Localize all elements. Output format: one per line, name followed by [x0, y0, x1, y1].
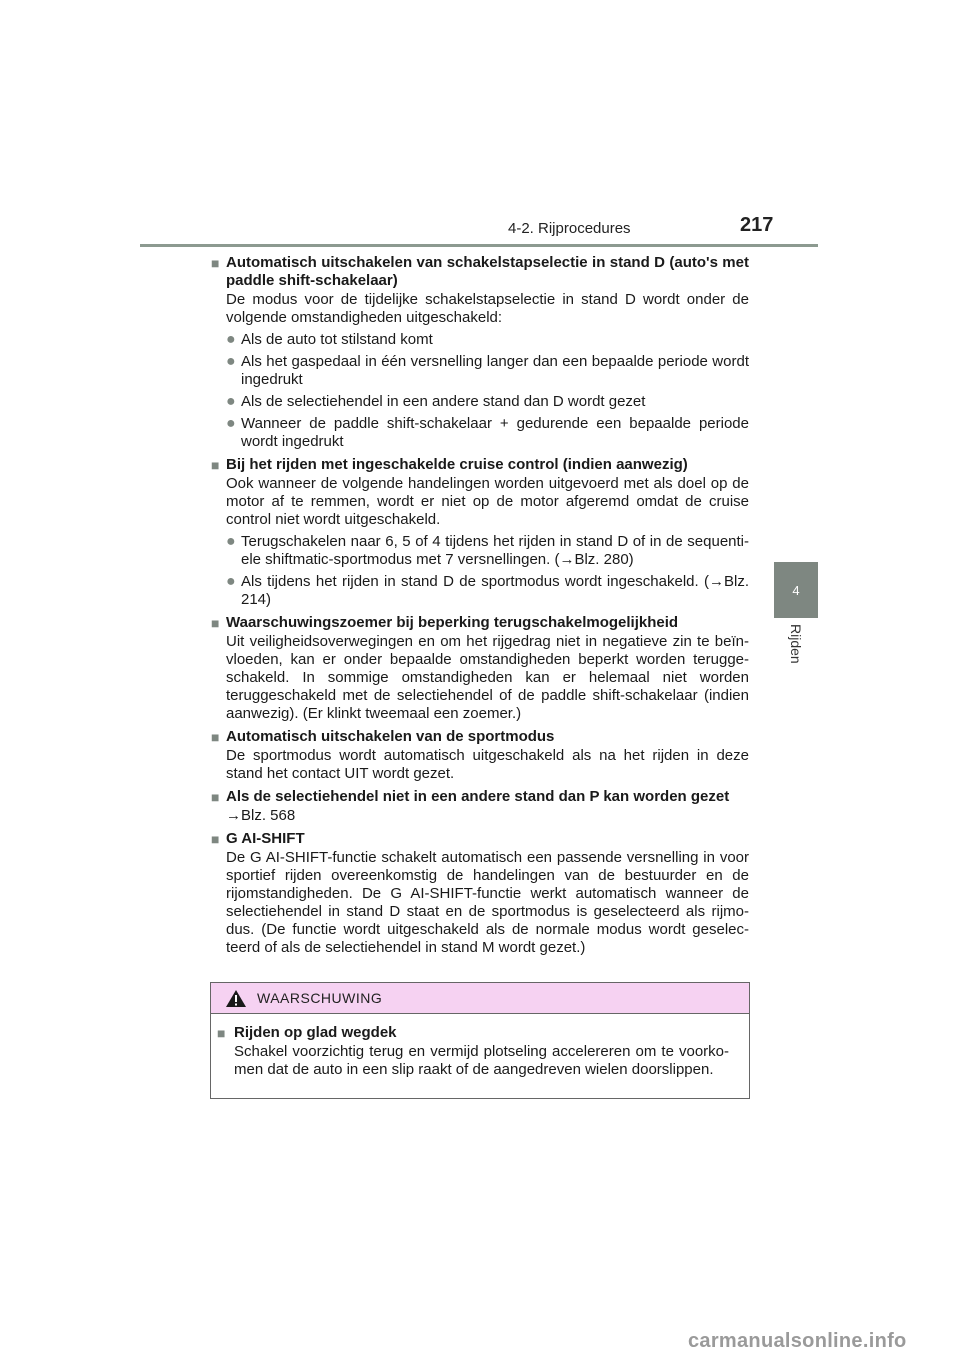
warning-header	[211, 983, 749, 1014]
section	[211, 456, 749, 609]
chapter-tab[interactable]: 4	[774, 562, 818, 618]
square-bullet-icon: ■	[211, 729, 220, 745]
section	[211, 728, 749, 783]
section-heading	[211, 830, 749, 848]
square-bullet-icon: ■	[217, 1025, 226, 1041]
square-bullet-icon: ■	[211, 615, 220, 631]
list-item	[226, 573, 749, 609]
square-bullet-icon: ■	[211, 789, 220, 805]
page-number: 217	[740, 214, 774, 236]
section-title: Automatisch uitschakelen van de sportmodus	[226, 728, 555, 745]
circle-bullet-icon: ●	[226, 393, 236, 410]
list-item	[226, 393, 749, 411]
list-item	[226, 331, 749, 349]
section-heading	[211, 788, 749, 806]
watermark: carmanualsonline.info	[688, 1330, 907, 1352]
section-text: De modus voor de tijdelijke schakelstapselectie in stand D wordt onder de volgende omstandigheden uitgeschakeld:	[226, 291, 749, 326]
list-item-text: Als het gaspedaal in één versnelling langer dan een bepaalde periode wordt ingedrukt	[241, 353, 749, 388]
section	[211, 830, 749, 957]
circle-bullet-icon: ●	[226, 415, 236, 432]
section-heading	[211, 254, 749, 290]
warning-triangle-icon	[225, 989, 247, 1008]
main-content	[211, 254, 749, 962]
square-bullet-icon: ■	[211, 831, 220, 847]
section-heading	[211, 456, 749, 474]
section-title: G AI-SHIFT	[226, 830, 305, 847]
warning-label: WAARSCHUWING	[257, 990, 383, 1006]
square-bullet-icon: ■	[211, 457, 220, 473]
warning-body	[211, 1014, 749, 1079]
warning-text: Schakel voorzichtig terug en vermijd plotseling accelereren om te voorko-men dat de auto in een slip raakt of de aangedreven wielen doorslippen.	[234, 1043, 729, 1078]
section-title: Bij het rijden met ingeschakelde cruise control (indien aanwezig)	[226, 456, 688, 473]
section-title: Waarschuwingszoemer bij beperking terugschakelmogelijkheid	[226, 614, 679, 631]
header-divider	[140, 244, 818, 247]
section-heading	[211, 728, 749, 746]
list-item	[226, 353, 749, 389]
header-section-title: 4-2. Rijprocedures	[508, 220, 631, 237]
list-item-text[interactable]: Terugschakelen naar 6, 5 of 4 tijdens het rijden in stand D of in de sequenti-ele shiftmatic-sportmodus met 7 versnellingen. (→Blz. 280)	[241, 533, 749, 568]
list-item-text: Als de auto tot stilstand komt	[241, 331, 433, 348]
section-title: Automatisch uitschakelen van schakelstapselectie in stand D (auto's met paddle shift-schakelaar)	[226, 254, 749, 289]
section-text: De sportmodus wordt automatisch uitgeschakeld als na het rijden in deze stand het contact UIT wordt gezet.	[226, 747, 749, 782]
circle-bullet-icon: ●	[226, 331, 236, 348]
list-item	[226, 533, 749, 569]
section-text: Uit veiligheidsoverwegingen en om het rijgedrag niet in negatieve zin te beïn-vloeden, kan er onder bepaalde omstandigheden beperkt worden terugge-schakeld. In sommige omstandigheden kan er helemaal niet worden teruggeschakeld met de selectiehendel of de paddle shift-schakelaar (indien aanwezig). (Er klinkt tweemaal een zoemer.)	[226, 633, 749, 722]
warning-box	[210, 982, 750, 1099]
list-item-text: Wanneer de paddle shift-schakelaar + gedurende een bepaalde periode wordt ingedrukt	[241, 415, 749, 450]
section	[211, 254, 749, 451]
list-item-text: Als de selectiehendel in een andere stand dan D wordt gezet	[241, 393, 646, 410]
square-bullet-icon: ■	[211, 255, 220, 271]
warning-heading	[217, 1024, 729, 1042]
circle-bullet-icon: ●	[226, 353, 236, 370]
list-item-text[interactable]: Als tijdens het rijden in stand D de sportmodus wordt ingeschakeld. (→Blz. 214)	[241, 573, 749, 608]
circle-bullet-icon: ●	[226, 573, 236, 590]
section	[211, 788, 749, 825]
circle-bullet-icon: ●	[226, 533, 236, 550]
chapter-label: Rijden	[788, 624, 804, 664]
section-heading	[211, 614, 749, 632]
page-reference-link[interactable]: →Blz. 568	[226, 807, 296, 824]
list-item	[226, 415, 749, 451]
section-text: De G AI-SHIFT-functie schakelt automatisch een passende versnelling in voor sportief rijden overeenkomstig de handelingen van de bestuurder en de rijomstandigheden. De G AI-SHIFT-functie werkt automatisch wanneer de selectiehendel in stand D staat en de sportmodus is geselecteerd als rijmo-dus. (De functie wordt uitgeschakeld als de normale modus wordt geselec-teerd of als de selectiehendel in stand M wordt gezet.)	[226, 849, 749, 956]
section-title: Als de selectiehendel niet in een andere stand dan P kan worden gezet	[226, 788, 730, 805]
section	[211, 614, 749, 723]
warning-heading-text: Rijden op glad wegdek	[234, 1024, 397, 1041]
section-text: Ook wanneer de volgende handelingen worden uitgevoerd met als doel op de motor af te remmen, wordt er niet op de motor afgeremd omdat de cruise control niet wordt uitgeschakeld.	[226, 475, 749, 528]
